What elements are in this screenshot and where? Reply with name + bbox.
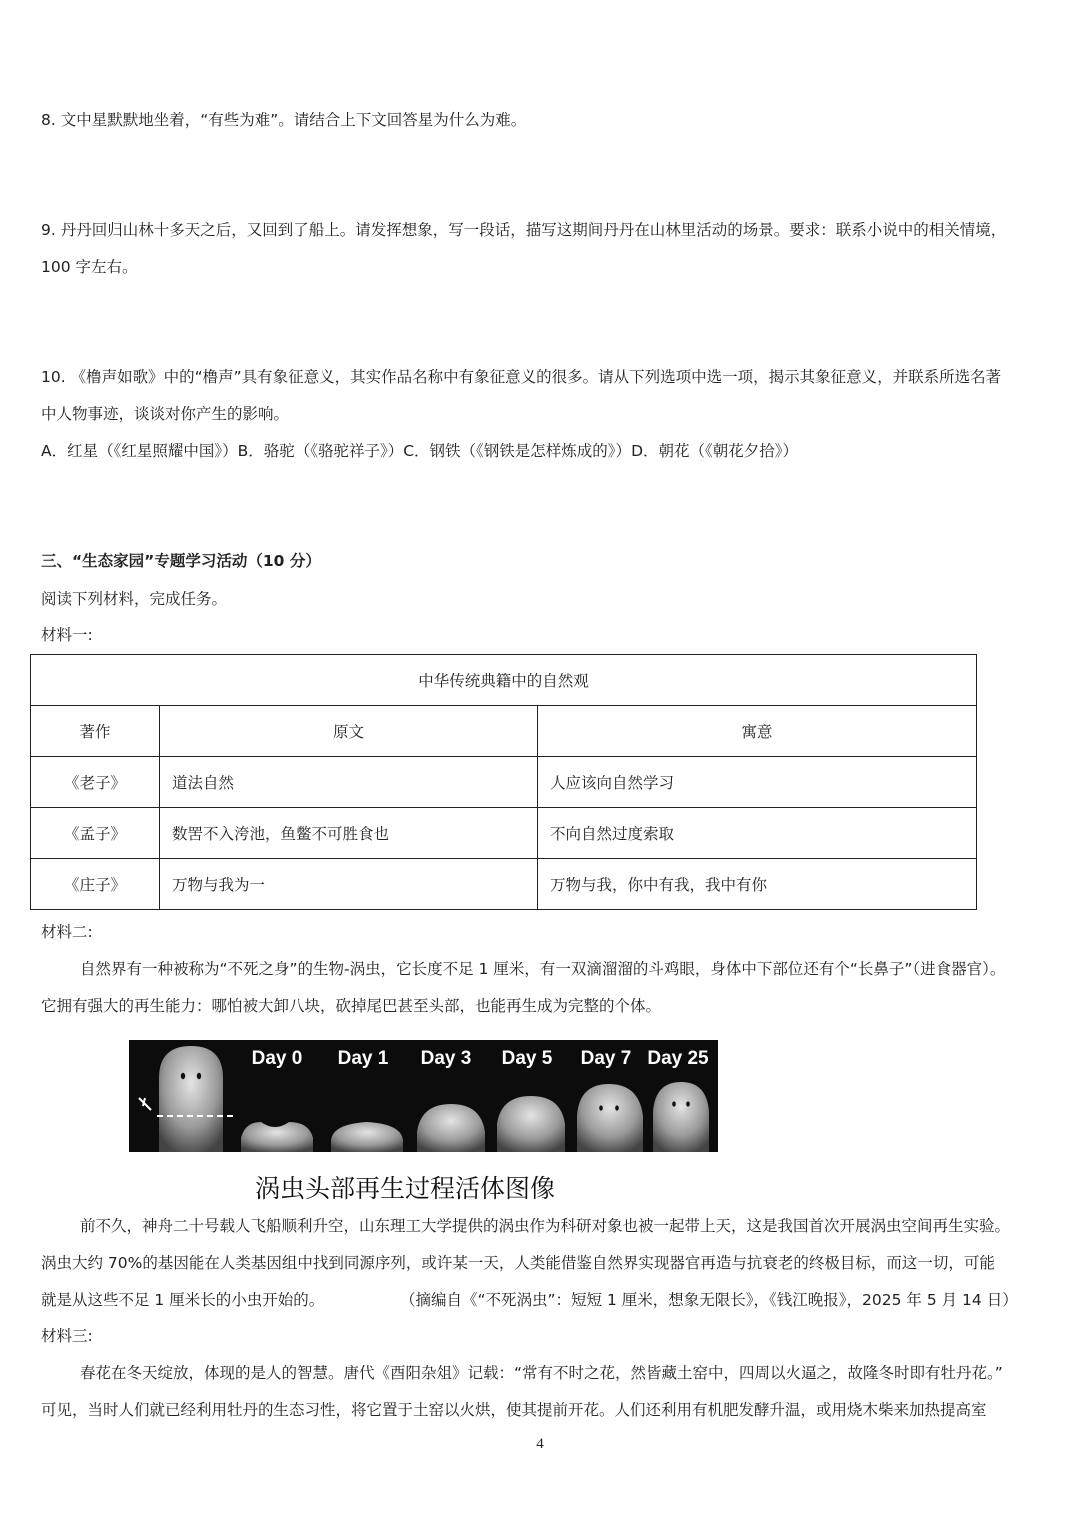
table-header-row <box>31 706 977 757</box>
table-title-row <box>31 655 977 706</box>
table-cell: 数罟不入洿池，鱼鳖不可胜食也 <box>160 808 538 859</box>
day-label: Day 1 <box>337 1048 389 1069</box>
material-2-label: 材料二: <box>41 923 93 941</box>
section-3-heading: 三、“生态家园”专题学习活动（10 分） <box>41 552 321 570</box>
table-cell: 《庄子》 <box>31 859 160 910</box>
material-2-source: （摘编自《“不死涡虫”：短短 1 厘米，想象无限长》，《钱江晚报》，2025 年 5 月 14 日） <box>400 1291 1018 1309</box>
planarian-day3 <box>417 1104 485 1152</box>
section-3-instruction: 阅读下列材料，完成任务。 <box>41 590 228 608</box>
material-2-para1-line1: 自然界有一种被称为“不死之身”的生物-涡虫，它长度不足 1 厘米，有一双滴溜溜的斗鸡眼，身体中下部位还有个“长鼻子”（进食器官）。 <box>80 960 1006 978</box>
material-2-para2-line3: 就是从这些不足 1 厘米长的小虫开始的。 <box>41 1291 325 1309</box>
nature-view-table <box>30 654 977 910</box>
table-row <box>31 757 977 808</box>
planarian-eye <box>197 1073 201 1079</box>
page-number: 4 <box>536 1436 544 1452</box>
table-header-work: 著作 <box>31 706 160 757</box>
day-label: Day 5 <box>501 1048 553 1069</box>
planarian-eye <box>599 1105 603 1110</box>
day-label: Day 0 <box>251 1048 303 1069</box>
question-10-line1: 10. 《橹声如歌》中的“橹声”具有象征意义，其实作品名称中有象征意义的很多。请从下列选项中选一项，揭示其象征意义，并联系所选名著 <box>41 368 1002 386</box>
table-row <box>31 859 977 910</box>
question-8: 8. 文中星默默地坐着，“有些为难”。请结合上下文回答星为什么为难。 <box>41 111 527 129</box>
table-cell: 万物与我，你中有我，我中有你 <box>538 859 977 910</box>
material-2-para1-line2: 它拥有强大的再生能力：哪怕被大卸八块，砍掉尾巴甚至头部，也能再生成为完整的个体。 <box>41 997 662 1015</box>
table-header-meaning: 寓意 <box>538 706 977 757</box>
planarian-day25 <box>653 1082 709 1152</box>
planarian-day5 <box>497 1096 565 1152</box>
day-label: Day 25 <box>647 1048 709 1069</box>
table-title: 中华传统典籍中的自然观 <box>31 655 977 706</box>
day-label: Day 3 <box>420 1048 472 1069</box>
table-cell: 万物与我为一 <box>160 859 538 910</box>
question-9-line2: 100 字左右。 <box>41 258 138 276</box>
table-header-original: 原文 <box>160 706 538 757</box>
question-9-line1: 9. 丹丹回归山林十多天之后，又回到了船上。请发挥想象，写一段话，描写这期间丹丹在山林里活动的场景。要求：联系小说中的相关情境， <box>41 221 1007 239</box>
material-3-line1: 春花在冬天绽放，体现的是人的智慧。唐代《酉阳杂俎》记载：“常有不时之花，然皆藏土窑中，四周以火逼之，故隆冬时即有牡丹花。” <box>80 1364 1003 1382</box>
planarian-eye <box>615 1105 619 1110</box>
planarian-regeneration-figure <box>129 1040 718 1152</box>
planarian-day0 <box>241 1122 313 1152</box>
material-1-label: 材料一: <box>41 626 93 644</box>
planarian-eye <box>686 1101 690 1106</box>
planarian-eye <box>181 1073 185 1079</box>
planarian-day1 <box>331 1122 403 1152</box>
table-cell: 《老子》 <box>31 757 160 808</box>
planarian-day7 <box>577 1084 643 1152</box>
day-label: Day 7 <box>580 1048 632 1069</box>
planarian-full-body <box>159 1046 223 1152</box>
table-cell: 人应该向自然学习 <box>538 757 977 808</box>
table-cell: 道法自然 <box>160 757 538 808</box>
table-cell: 不向自然过度索取 <box>538 808 977 859</box>
question-10-options: A．红星（《红星照耀中国》）B．骆驼（《骆驼祥子》）C．钢铁（《钢铁是怎样炼成的》）D．朝花（《朝花夕拾》） <box>41 442 798 460</box>
table-cell: 《孟子》 <box>31 808 160 859</box>
material-2-para2-line1: 前不久，神舟二十号载人飞船顺利升空，山东理工大学提供的涡虫作为科研对象也被一起带上天，这是我国首次开展涡虫空间再生实验。 <box>80 1217 1011 1235</box>
planarian-eye <box>672 1101 676 1106</box>
question-10-line2: 中人物事迹，谈谈对你产生的影响。 <box>41 405 290 423</box>
planarian-image <box>129 1040 718 1152</box>
material-2-para2-line2: 涡虫大约 70%的基因能在人类基因组中找到同源序列，或许某一天，人类能借鉴自然界实现器官再造与抗衰老的终极目标，而这一切，可能 <box>41 1254 995 1272</box>
scissors-icon <box>139 1098 151 1110</box>
table-row <box>31 808 977 859</box>
figure-caption: 涡虫头部再生过程活体图像 <box>255 1174 556 1203</box>
material-3-line2: 可见，当时人们就已经利用牡丹的生态习性，将它置于土窑以火烘，使其提前开花。人们还利用有机肥发酵升温，或用烧木柴来加热提高室 <box>41 1401 987 1419</box>
material-3-label: 材料三: <box>41 1327 93 1345</box>
